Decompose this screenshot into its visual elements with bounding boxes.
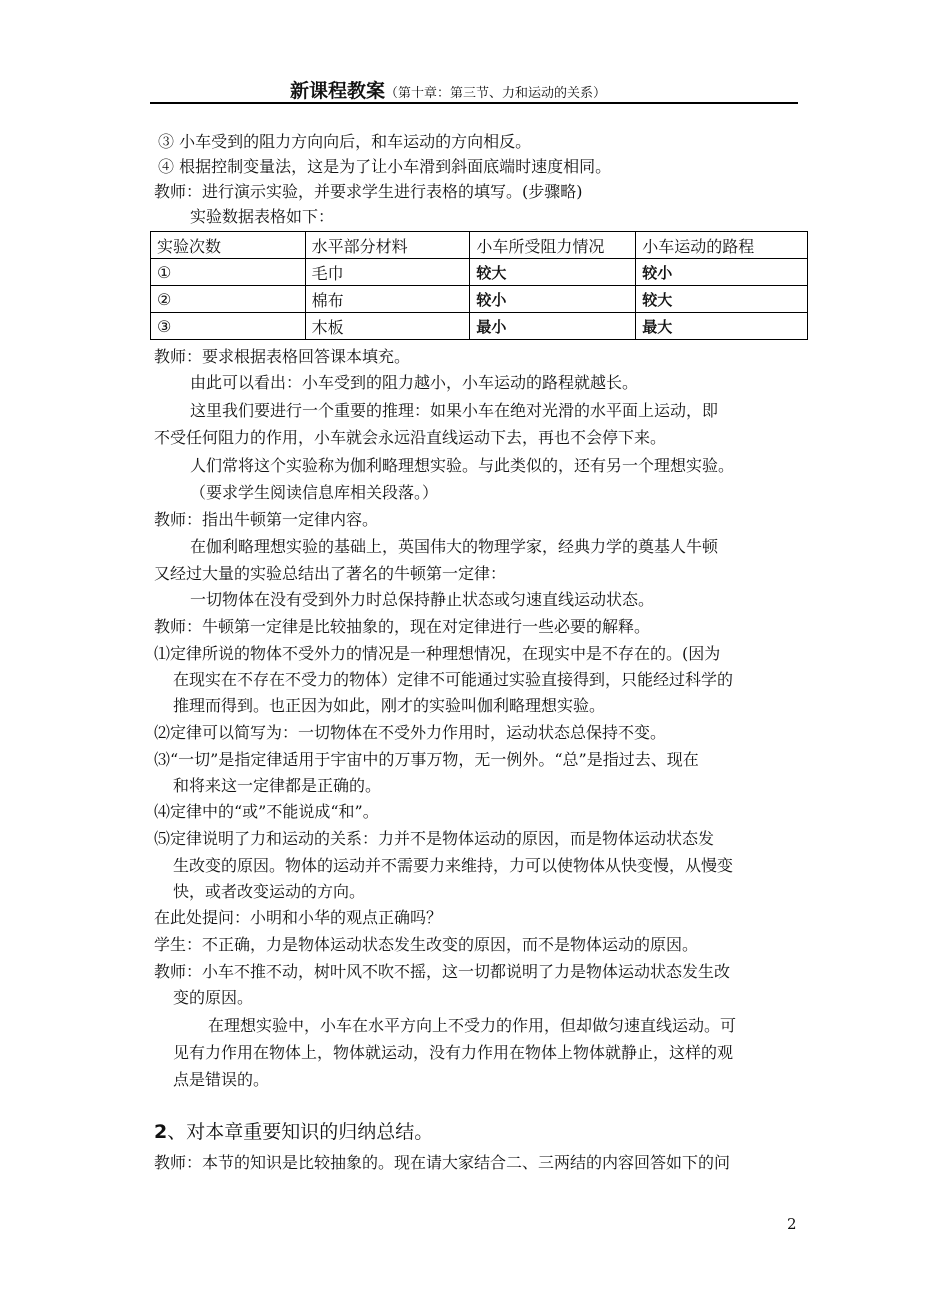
text-line: 一切物体在没有受到外力时总保持静止状态或匀速直线运动状态。 <box>190 590 655 609</box>
header-title <box>290 76 606 103</box>
table-cell: ① <box>151 259 306 286</box>
table-header-row <box>151 232 808 259</box>
table-header-cell: 小车运动的路程 <box>636 232 808 259</box>
table-cell: 较小 <box>470 286 636 313</box>
text-line: 又经过大量的实验总结出了著名的牛顿第一定律： <box>154 564 507 583</box>
table-header-cell: 实验次数 <box>151 232 306 259</box>
text-line: 教师：小车不推不动，树叶风不吹不摇，这一切都说明了力是物体运动状态发生改 <box>154 962 731 981</box>
table-cell: 最小 <box>470 313 636 340</box>
table-cell: 较大 <box>636 286 808 313</box>
text-line: 人们常将这个实验称为伽利略理想实验。与此类似的，还有另一个理想实验。 <box>190 456 735 475</box>
text-line: （要求学生阅读信息库相关段落。） <box>190 483 439 502</box>
table-cell: 毛巾 <box>305 259 470 286</box>
text-line: ③ 小车受到的阻力方向向后，和车运动的方向相反。 <box>158 132 532 151</box>
table-cell: ② <box>151 286 306 313</box>
page-number: 2 <box>787 1215 797 1233</box>
text-line: 在现实在不存在不受力的物体）定律不可能通过实验直接得到，只能经过科学的 <box>173 670 734 689</box>
text-line: 教师：要求根据表格回答课本填充。 <box>154 347 411 366</box>
text-line: 不受任何阻力的作用，小车就会永远沿直线运动下去，再也不会停下来。 <box>154 428 667 447</box>
table-row <box>151 286 808 313</box>
text-line: 实验数据表格如下： <box>190 207 335 226</box>
table-row <box>151 259 808 286</box>
text-line: ⑸定律说明了力和运动的关系：力并不是物体运动的原因，而是物体运动状态发 <box>154 829 715 848</box>
text-line: 教师：进行演示实验，并要求学生进行表格的填写。(步骤略) <box>154 182 583 201</box>
section-number: 2 <box>154 1121 168 1143</box>
text-line: 学生：不正确，力是物体运动状态发生改变的原因，而不是物体运动的原因。 <box>154 935 699 954</box>
table-cell: 木板 <box>305 313 470 340</box>
text-line: 教师：本节的知识是比较抽象的。现在请大家结合二、三两结的内容回答如下的问 <box>154 1153 731 1172</box>
table-cell: 棉布 <box>305 286 470 313</box>
text-line: ⑴定律所说的物体不受外力的情况是一种理想情况，在现实中是不存在的。(因为 <box>154 644 721 663</box>
table-cell: ③ <box>151 313 306 340</box>
text-line: 在理想实验中，小车在水平方向上不受力的作用，但却做匀速直线运动。可 <box>208 1016 737 1035</box>
section-heading <box>154 1121 433 1143</box>
text-line: 变的原因。 <box>173 988 254 1007</box>
text-line: 这里我们要进行一个重要的推理：如果小车在绝对光滑的水平面上运动，即 <box>190 401 719 420</box>
section-title: 、对本章重要知识的归纳总结。 <box>167 1121 434 1143</box>
text-line: 在此处提问：小明和小华的观点正确吗？ <box>154 908 443 927</box>
text-line: 快，或者改变运动的方向。 <box>173 882 366 901</box>
table-cell: 较小 <box>636 259 808 286</box>
text-line: 教师：牛顿第一定律是比较抽象的，现在对定律进行一些必要的解释。 <box>154 617 651 636</box>
text-line: ⑶“一切”是指定律适用于宇宙中的万事万物，无一例外。“总”是指过去、现在 <box>154 750 699 769</box>
table-header-cell: 水平部分材料 <box>305 232 470 259</box>
table-row <box>151 313 808 340</box>
header-title-text: 新课程教案 <box>290 80 386 102</box>
text-line: 生改变的原因。物体的运动并不需要力来维持，力可以使物体从快变慢，从慢变 <box>173 856 734 875</box>
text-line: 和将来这一定律都是正确的。 <box>173 776 382 795</box>
table-cell: 最大 <box>636 313 808 340</box>
text-line: 推理而得到。也正因为如此，刚才的实验叫伽利略理想实验。 <box>173 696 606 715</box>
text-line: ⑵定律可以简写为：一切物体在不受外力作用时，运动状态总保持不变。 <box>154 723 667 742</box>
text-line: ⑷定律中的“或”不能说成“和”。 <box>154 802 379 821</box>
text-line: 由此可以看出：小车受到的阻力越小，小车运动的路程就越长。 <box>190 373 639 392</box>
text-line: 在伽利略理想实验的基础上，英国伟大的物理学家，经典力学的奠基人牛顿 <box>190 537 719 556</box>
text-line: 点是错误的。 <box>173 1070 270 1089</box>
table-cell: 较大 <box>470 259 636 286</box>
text-line: 教师：指出牛顿第一定律内容。 <box>154 510 379 529</box>
experiment-data-table <box>150 231 808 340</box>
table-header-cell: 小车所受阻力情况 <box>470 232 636 259</box>
text-line: 见有力作用在物体上，物体就运动，没有力作用在物体上物体就静止，这样的观 <box>173 1043 734 1062</box>
text-line: ④ 根据控制变量法，这是为了让小车滑到斜面底端时速度相同。 <box>158 157 612 176</box>
page-header <box>150 74 798 104</box>
header-subtitle: （第十章：第三节、力和运动的关系） <box>385 86 607 101</box>
